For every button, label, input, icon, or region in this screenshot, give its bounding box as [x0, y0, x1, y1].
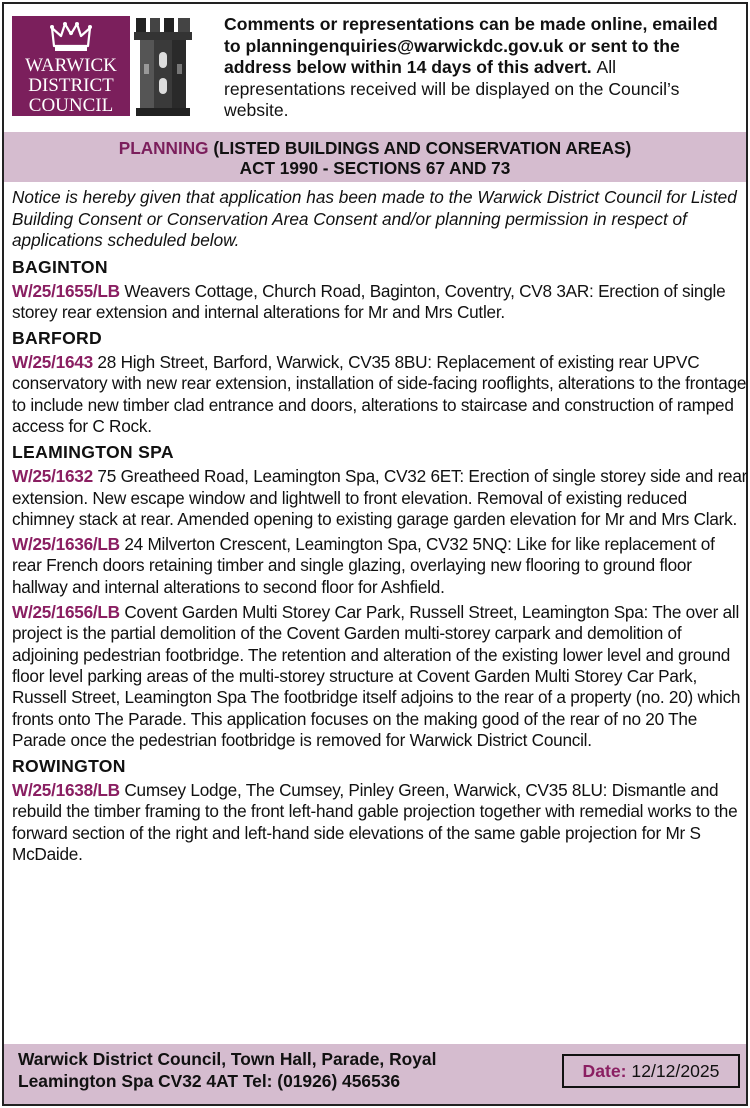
application-reference: W/25/1632	[12, 466, 93, 487]
date-label: Date:	[582, 1061, 627, 1081]
section-heading: BAGINTON	[12, 256, 108, 277]
application-entry	[12, 352, 748, 437]
notice-footer	[4, 1044, 746, 1104]
application-reference: W/25/1655/LB	[12, 280, 120, 301]
crown-icon	[50, 20, 92, 54]
comments-notice	[224, 14, 739, 122]
publication-date	[562, 1054, 740, 1088]
title-line-2: ACT 1990 - SECTIONS 67 AND 73	[239, 158, 511, 178]
logo-wordmark	[12, 56, 130, 116]
application-reference: W/25/1656/LB	[12, 602, 120, 623]
application-entry	[12, 281, 748, 324]
comments-notice-normal: All representations received will be displayed on the Council’s website.	[224, 57, 680, 120]
application-description: Cumsey Lodge, The Cumsey, Pinley Green, Warwick, CV35 8LU: Dismantle and rebuild the timber framing to the front left-hand gable projection together with remedial works to the forward section of the right and left-hand side elevations of the same gable projection for Mr S McDaide.	[12, 780, 738, 865]
notice-header	[4, 4, 746, 126]
title-line-1	[4, 138, 746, 158]
council-logo	[12, 16, 130, 116]
application-entry	[12, 602, 748, 751]
application-reference: W/25/1636/LB	[12, 534, 120, 555]
application-entry	[12, 534, 748, 598]
logo-line-1: WARWICK	[25, 55, 117, 76]
section-heading: LEAMINGTON SPA	[12, 442, 174, 463]
application-description: 24 Milverton Crescent, Leamington Spa, CV32 5NQ: Like for like replacement of rear French doors retaining timber and single glazing, overlaying new flooring to ground floor hallway and internal alterations to second floor for Ashfield.	[12, 534, 715, 597]
planning-notice	[2, 2, 748, 1106]
notice-title	[4, 132, 746, 182]
section-baginton	[12, 256, 748, 324]
title-rest: (LISTED BUILDINGS AND CONSERVATION AREAS)	[213, 138, 632, 158]
notice-body	[12, 187, 748, 869]
application-entry	[12, 780, 748, 865]
application-reference: W/25/1638/LB	[12, 780, 120, 801]
logo-line-3: COUNCIL	[28, 95, 114, 116]
application-reference: W/25/1643	[12, 352, 93, 373]
address-line-2: Leamington Spa CV32 4AT Tel: (01926) 456536	[18, 1070, 401, 1091]
application-description: Covent Garden Multi Storey Car Park, Russell Street, Leamington Spa: The over all project is the partial demolition of the Covent Garden multi-storey carpark and demolition of adjoining pedestrian footbridge. The retention and alteration of the existing lower level and ground floor level parking areas of the multi-storey structure at Covent Garden Multi Storey Car Park, Russell Street, Leamington Spa The footbridge itself adjoins to the rear of a property (no. 20) which fronts onto The Parade. This application focuses on the making good of the rear of no 20 The Parade once the pedestrian footbridge is removed for Warwick District Council.	[12, 602, 741, 750]
section-heading: BARFORD	[12, 328, 103, 349]
application-description: Weavers Cottage, Church Road, Baginton, Coventry, CV8 3AR: Erection of single storey rear extension and internal alterations for Mr and Mrs Cutler.	[12, 280, 726, 322]
intro-paragraph: Notice is hereby given that application has been made to the Warwick District Council for Listed Building Consent or Conservation Area Consent and/or planning permission in respect of applications scheduled below.	[12, 187, 737, 250]
section-rowington	[12, 755, 748, 865]
application-description: 28 High Street, Barford, Warwick, CV35 8BU: Replacement of existing rear UPVC conservatory with new rear extension, installation of side-facing rooflights, alterations to the frontage to include new timber clad entrance and doors, alterations to staircase and construction of ramped access for C Rock.	[12, 352, 747, 436]
application-description: 75 Greatheed Road, Leamington Spa, CV32 6ET: Erection of single storey side and rear extension. New escape window and lightwell to front elevation. Removal of existing reduced chimney stack at rear. Amended opening to existing garage garden elevation for Mr and Mrs Clark.	[12, 466, 748, 529]
comments-notice-bold: Comments or representations can be made online, emailed to planningenquiries@warwickdc.gov.uk or sent to the address below within 14 days of this advert.	[224, 14, 718, 77]
date-value: 12/12/2025	[631, 1061, 720, 1081]
application-entry	[12, 466, 748, 530]
logo-line-2: DISTRICT	[28, 75, 114, 96]
castle-tower-icon	[132, 16, 194, 118]
council-address	[18, 1049, 538, 1092]
section-barford	[12, 327, 748, 437]
section-heading: ROWINGTON	[12, 756, 126, 777]
title-accent: PLANNING	[118, 138, 209, 158]
section-leamington-spa	[12, 441, 748, 751]
address-line-1: Warwick District Council, Town Hall, Parade, Royal	[18, 1049, 437, 1069]
